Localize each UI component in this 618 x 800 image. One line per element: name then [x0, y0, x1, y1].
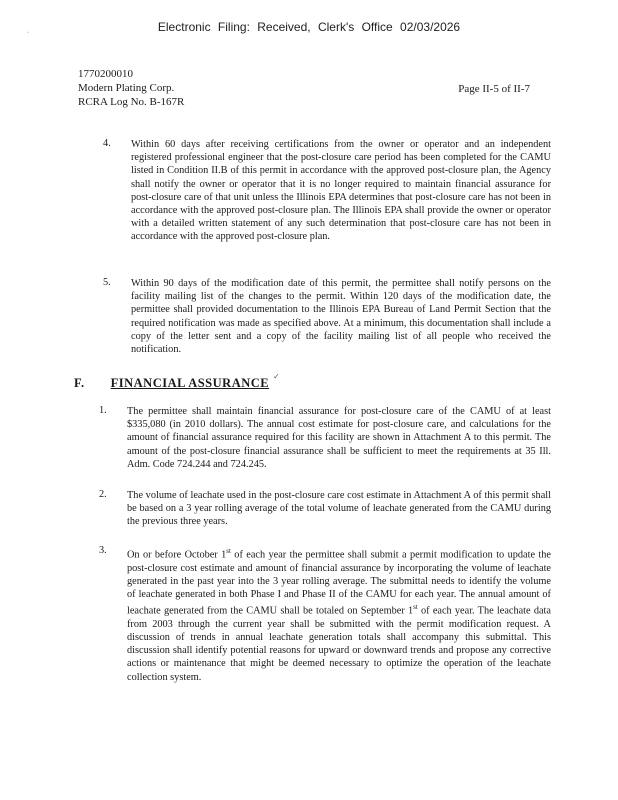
- item-f1-number: 1.: [99, 405, 107, 416]
- item-5-text: Within 90 days of the modification date of this permit, the permittee shall notify persons on the facility mailing list of the changes to the permit. Within 120 days of the modification date, the permittee shall provided documentation to the Illinois EPA Bureau of Land Permit Section that the required notification was made as specified above. At a minimum, this documentation shall include a copy of the letter sent and a copy of the facility mailing list of all people who received the notification.: [131, 278, 551, 356]
- item-f3-text-part-a: On or before October 1: [127, 549, 227, 561]
- item-4-text: Within 60 days after receiving certifications from the owner or operator and an independent registered professional engineer that the post-closure care period has been completed for the CAMU listed in Condition II.B of this permit in accordance with the approved post-closure plan, the Agency shall notify the owner or operator that it is no longer required to maintain financial assurance for post-closure care of that unit unless the Illinois EPA determines that post-closure care has not been in accordance with the approved post-closure plan. The Illinois EPA shall provide the owner or operator with a detailed written statement of any such determination that post-closure care has not been in accordance with the approved post-closure plan.: [131, 139, 551, 243]
- item-f2-text: The volume of leachate used in the post-closure care cost estimate in Attachment A of this permit shall be based on a 3 year rolling average of the total volume of leachate generated from the CAMU during the previous three years.: [127, 490, 551, 528]
- scan-speck: ·: [27, 30, 29, 36]
- electronic-filing-stamp: Electronic Filing: Received, Clerk's Office 02/03/2026: [157, 20, 461, 34]
- item-5-number: 5.: [103, 277, 111, 288]
- header-log-number: RCRA Log No. B-167R: [78, 96, 185, 108]
- header-id-number: 1770200010: [78, 68, 133, 80]
- item-f3-text-part-b: of each year the permittee shall submit a permit modification to update the post-closure cost estimate and amount of financial assurance by incorporating the volume of leachate generated in the past year into the 3 year rolling average. The submittal needs to identify the volume of leachate generated in both Phase I and Phase II of the CAMU for each year. The annual amount of leachate generated from the CAMU shall be totaled on September 1: [127, 549, 551, 617]
- item-f1-text: The permittee shall maintain financial assurance for post-closure care of the CAMU of at least $335,080 (in 2010 dollars). The annual cost estimate for post-closure care, and calculations for the amount of financial assurance required for this facility are shown in Attachment A to this permit. The amount of the post-closure financial assurance shall be sufficient to meet the requirements at 35 Ill. Adm. Code 724.244 and 724.245.: [127, 406, 551, 470]
- section-title: FINANCIAL ASSURANCE: [110, 376, 270, 390]
- page-number-label: Page II-5 of II-7: [458, 83, 530, 95]
- item-f2-number: 2.: [99, 489, 107, 500]
- item-f3-number: 3.: [99, 545, 107, 556]
- section-heading: [74, 376, 269, 391]
- document-header: [78, 67, 184, 109]
- item-f3-text: [127, 545, 551, 684]
- item-f3-superscript-a: st: [226, 547, 231, 555]
- header-company: Modern Plating Corp.: [78, 82, 175, 94]
- section-letter: F.: [74, 376, 85, 390]
- item-4-number: 4.: [103, 138, 111, 149]
- item-f3-text-part-c: of each year. The leachate data from 2003 through the current year shall be submitted with the permit modification request. A discussion of trends in annual leachate generation totals shall accompany this submittal. This discussion shall identify potential reasons for upward or downward trends and propose any corrective actions or maintenance that might be deemed necessary to optimize the operation of the leachate collection system.: [127, 605, 551, 683]
- handwritten-check-mark: ✓: [273, 372, 280, 381]
- item-f3-superscript-b: st: [413, 603, 418, 612]
